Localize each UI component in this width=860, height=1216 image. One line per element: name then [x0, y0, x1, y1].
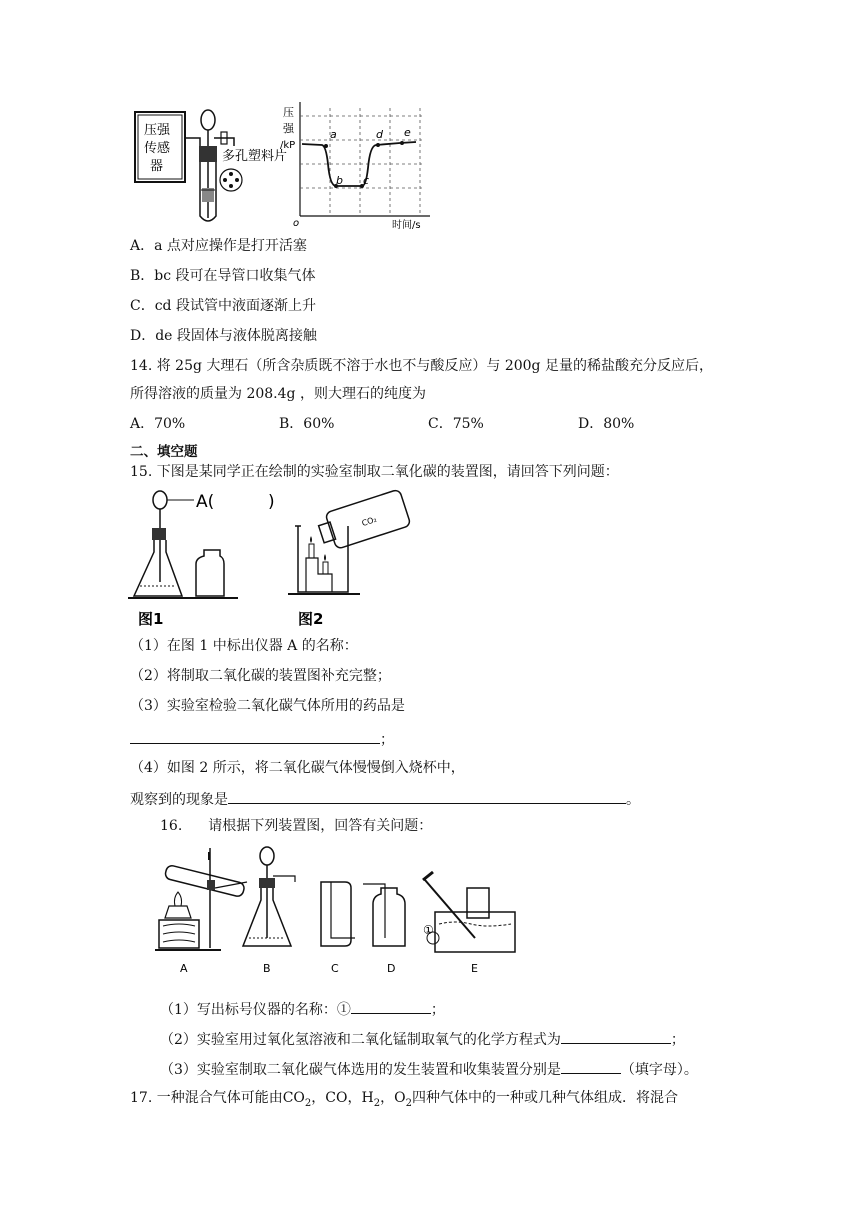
erlenmeyer-flask-apparatus	[128, 491, 275, 598]
answer-blank[interactable]	[561, 1058, 621, 1074]
q13-figure	[130, 98, 440, 230]
q13-option-a: A．a 点对应操作是打开活塞	[130, 238, 307, 254]
label-a: A(	[196, 492, 215, 512]
stopper	[199, 146, 217, 162]
q15-part-2: （2）将制取二氧化碳的装置图补充完整；	[130, 668, 391, 684]
q13-option-b: B．bc 段可在导管口收集气体	[130, 268, 316, 284]
point-d: d	[376, 128, 383, 141]
q14-option-d: D．80%	[578, 416, 635, 432]
q14-stem-2: 所得溶液的质量为 208.4g ，则大理石的纯度为	[130, 386, 426, 402]
axis-x-label: 时间/s	[392, 220, 421, 230]
q15-part-4-line-2: 观察到的现象是 。	[130, 788, 640, 810]
label-a-close: )	[268, 492, 275, 512]
q16-part-2: （2）实验室用过氧化氢溶液和二氧化锰制取氧气的化学方程式为 ；	[160, 1028, 685, 1050]
q15-part-4-line-1: （4）如图 2 所示，将二氧化碳气体慢慢倒入烧杯中，	[130, 760, 465, 776]
section-heading: 二、填空题	[130, 444, 198, 460]
pressure-time-graph	[280, 102, 430, 230]
q13-option-c: C．cd 段试管中液面逐渐上升	[130, 298, 316, 314]
q14-option-b: B．60%	[279, 416, 335, 432]
figure-1-label: 图1	[138, 610, 164, 628]
point-c: c	[363, 174, 370, 187]
q17-stem: 17. 一种混合气体可能由$CO_2$，CO，$H_2$，$O_2$四种气体中的一种或几种气体组成．将混合	[130, 1090, 678, 1109]
q15-part-1: （1）在图 1 中标出仪器 A 的名称：	[130, 638, 358, 654]
bottle-label: CO₂	[360, 514, 378, 528]
plate-label: 多孔塑料片	[222, 149, 288, 164]
q16-part-1: （1）写出标号仪器的名称：① ；	[160, 998, 445, 1020]
q14-option-c: C．75%	[428, 416, 484, 432]
answer-blank[interactable]	[130, 728, 380, 744]
sensor-label-2: 传感	[144, 141, 171, 156]
apparatus-c	[321, 882, 355, 946]
funnel-bulb	[201, 110, 215, 130]
point-b: b	[336, 174, 343, 187]
q15-figure	[128, 486, 418, 628]
q16-stem: 16. 请根据下列装置图，回答有关问题：	[160, 818, 433, 834]
q15-part-3: （3）实验室检验二氧化碳气体所用的药品是	[130, 698, 405, 714]
apparatus-b	[243, 847, 295, 946]
point-e: e	[404, 126, 411, 139]
q15-part-3-answer: ；	[130, 728, 394, 750]
apparatus-e	[423, 872, 515, 952]
sensor-label-1: 压强	[144, 123, 171, 138]
label-d: D	[387, 962, 396, 975]
q16-part-3: （3）实验室制取二氧化碳气体选用的发生装置和收集装置分别是 （填字母）。	[160, 1058, 698, 1080]
apparatus-d	[363, 884, 405, 946]
label-c: C	[331, 962, 339, 975]
q14-stem-1: 14. 将 25g 大理石（所含杂质既不溶于水也不与酸反应）与 200g 足量的稀盐酸充分反应后，	[130, 358, 713, 374]
axis-y-label-3: /kP	[280, 140, 296, 151]
answer-blank[interactable]	[561, 1028, 671, 1044]
q16-figure	[155, 842, 525, 980]
origin-label: o	[293, 218, 300, 229]
answer-blank[interactable]	[351, 998, 431, 1014]
point-a: a	[330, 128, 337, 141]
apparatus-a	[155, 848, 247, 950]
label-a: A	[180, 962, 188, 975]
label-b: B	[263, 962, 271, 975]
answer-blank[interactable]	[228, 788, 626, 804]
beaker-pouring-apparatus	[288, 489, 411, 594]
sensor-label-3: 器	[150, 159, 164, 174]
q15-stem: 15. 下图是某同学正在绘制的实验室制取二氧化碳的装置图，请回答下列问题：	[130, 464, 619, 480]
gas-bottle	[196, 550, 224, 596]
label-e: E	[471, 962, 478, 975]
axis-y-label-2: 强	[283, 122, 294, 135]
figure-2-label: 图2	[298, 610, 324, 628]
axis-y-label-1: 压	[283, 106, 294, 119]
q13-option-d: D．de 段固体与液体脱离接触	[130, 328, 317, 344]
marker-circle-1: ①	[423, 923, 434, 937]
q14-option-a: A．70%	[130, 416, 186, 432]
